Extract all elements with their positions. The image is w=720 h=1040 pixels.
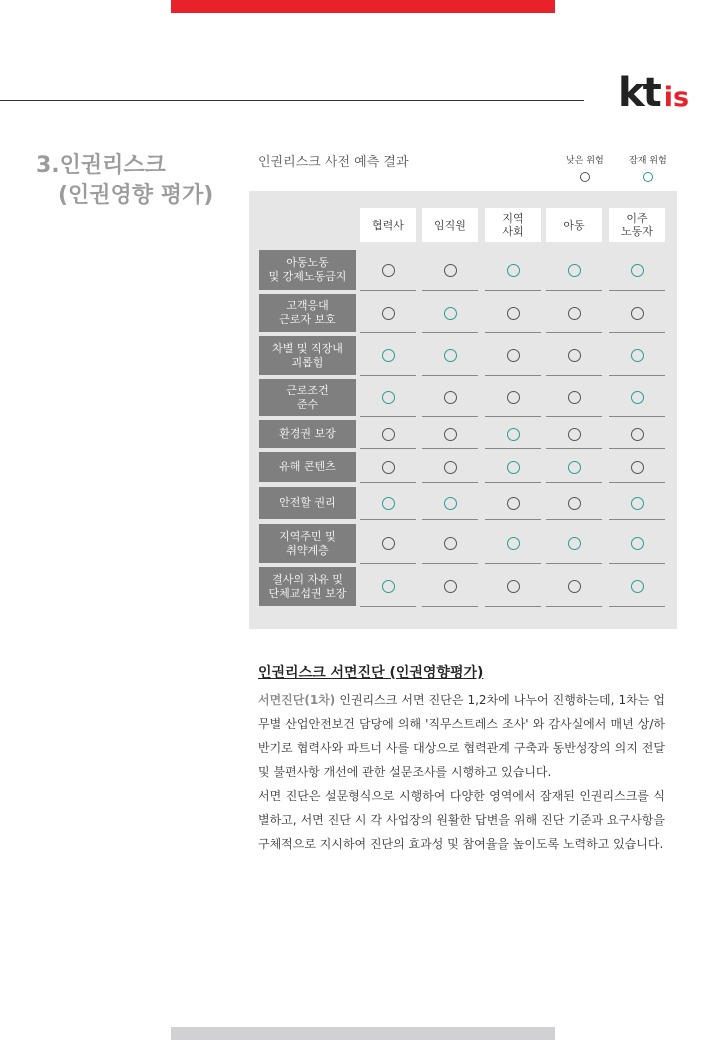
row-label: 고객응대 근로자 보호	[259, 294, 356, 332]
risk-cell	[485, 487, 541, 520]
risk-cell	[609, 420, 665, 449]
risk-cell	[422, 567, 478, 607]
risk-cell	[422, 379, 478, 417]
kt-is-logo	[618, 70, 689, 116]
low-risk-circle-icon	[568, 307, 581, 320]
potential-risk-circle-icon	[568, 537, 581, 550]
low-risk-circle-icon	[444, 391, 457, 404]
low-risk-circle-icon	[507, 391, 520, 404]
diagnosis-paragraph-1	[258, 688, 665, 784]
risk-cell	[360, 294, 416, 333]
column-header: 협력사	[360, 208, 416, 242]
row-label: 유해 콘텐츠	[259, 452, 356, 482]
potential-risk-circle-icon	[507, 537, 520, 550]
low-risk-circle-icon	[631, 428, 644, 441]
risk-cell	[360, 524, 416, 564]
risk-cell	[360, 379, 416, 417]
low-risk-circle-icon	[382, 428, 395, 441]
potential-risk-circle-icon	[631, 497, 644, 510]
risk-cell	[485, 336, 541, 376]
logo-kt-text: kt	[618, 70, 660, 116]
low-risk-circle-icon	[631, 461, 644, 474]
risk-cell	[546, 379, 602, 417]
risk-cell	[546, 487, 602, 520]
low-risk-circle-icon	[568, 428, 581, 441]
low-risk-circle-icon	[382, 461, 395, 474]
legend-low-circle-icon	[580, 172, 590, 182]
risk-cell	[485, 294, 541, 333]
header-divider	[0, 100, 584, 101]
potential-risk-circle-icon	[507, 264, 520, 277]
low-risk-circle-icon	[382, 264, 395, 277]
risk-cell	[422, 250, 478, 291]
potential-risk-circle-icon	[507, 428, 520, 441]
low-risk-circle-icon	[444, 461, 457, 474]
potential-risk-circle-icon	[568, 461, 581, 474]
risk-cell	[422, 294, 478, 333]
risk-cell	[609, 452, 665, 483]
risk-cell	[360, 250, 416, 291]
potential-risk-circle-icon	[631, 391, 644, 404]
legend-potential-label: 잠재 위험	[629, 156, 667, 166]
risk-cell	[422, 336, 478, 376]
risk-cell	[360, 487, 416, 520]
risk-table-title: 인권리스크 사전 예측 결과	[258, 155, 409, 170]
diagnosis-para1-text: 인권리스크 서면 진단은 1,2차에 나누어 진행하는데, 1차는 업무별 산업안전보건 담당에 의해 '직무스트레스 조사' 와 감사실에서 매년 상/하반기로 협력사와 파트너 사를 대상으로 협력관계 구축과 동반성장의 의지 전달 및 불편사항 개선에 관한 설문조사를 시행하고 있습니다.	[258, 693, 665, 779]
legend-low-risk	[566, 153, 604, 182]
low-risk-circle-icon	[382, 537, 395, 550]
low-risk-circle-icon	[631, 307, 644, 320]
potential-risk-circle-icon	[444, 349, 457, 362]
section-title-line1: 3.인권리스크	[36, 153, 166, 178]
risk-cell	[360, 420, 416, 449]
potential-risk-circle-icon	[382, 349, 395, 362]
risk-cell	[609, 524, 665, 564]
risk-cell	[546, 567, 602, 607]
row-label: 안전할 권리	[259, 487, 356, 519]
diagnosis-body	[258, 688, 665, 856]
diagnosis-lead: 서면진단(1차)	[258, 693, 336, 707]
potential-risk-circle-icon	[631, 349, 644, 362]
top-accent-bar	[171, 0, 555, 13]
low-risk-circle-icon	[444, 580, 457, 593]
risk-cell	[360, 336, 416, 376]
column-header: 이주 노동자	[609, 208, 665, 242]
risk-cell	[546, 524, 602, 564]
risk-cell	[422, 524, 478, 564]
row-label: 환경권 보장	[259, 420, 356, 448]
bottom-bar	[171, 1027, 555, 1040]
row-label: 근로조건 준수	[259, 379, 356, 416]
low-risk-circle-icon	[444, 537, 457, 550]
risk-cell	[609, 336, 665, 376]
risk-cell	[485, 567, 541, 607]
potential-risk-circle-icon	[631, 537, 644, 550]
low-risk-circle-icon	[568, 391, 581, 404]
risk-cell	[546, 250, 602, 291]
risk-cell	[485, 420, 541, 449]
potential-risk-circle-icon	[382, 580, 395, 593]
low-risk-circle-icon	[507, 497, 520, 510]
potential-risk-circle-icon	[631, 264, 644, 277]
potential-risk-circle-icon	[382, 497, 395, 510]
low-risk-circle-icon	[568, 349, 581, 362]
risk-cell	[546, 336, 602, 376]
section-title	[36, 151, 213, 211]
risk-cell	[546, 294, 602, 333]
risk-cell	[485, 524, 541, 564]
risk-cell	[609, 379, 665, 417]
risk-cell	[546, 452, 602, 483]
row-label: 결사의 자유 및 단체교섭권 보장	[259, 567, 356, 606]
row-label: 아동노동 및 강제노동금지	[259, 250, 356, 290]
row-label: 차별 및 직장내 괴롭힘	[259, 336, 356, 375]
column-header: 지역 사회	[485, 208, 541, 242]
low-risk-circle-icon	[382, 307, 395, 320]
low-risk-circle-icon	[568, 580, 581, 593]
diagnosis-paragraph-2: 서면 진단은 설문형식으로 시행하여 다양한 영역에서 잠재된 인권리스크를 식별하고, 서면 진단 시 각 사업장의 원활한 답변을 위해 진단 기준과 요구사항을 구체적으로 지시하여 진단의 효과성 및 참여율을 높이도록 노력하고 있습니다.	[258, 789, 665, 851]
risk-cell	[485, 379, 541, 417]
legend-potential-circle-icon	[643, 172, 653, 182]
risk-cell	[360, 567, 416, 607]
potential-risk-circle-icon	[507, 461, 520, 474]
column-header: 아동	[546, 208, 602, 242]
low-risk-circle-icon	[507, 307, 520, 320]
potential-risk-circle-icon	[568, 264, 581, 277]
logo-is-text: is	[663, 82, 690, 113]
risk-cell	[422, 487, 478, 520]
risk-cell	[422, 452, 478, 483]
low-risk-circle-icon	[507, 349, 520, 362]
potential-risk-circle-icon	[382, 391, 395, 404]
section-title-line2: (인권영향 평가)	[58, 183, 214, 208]
potential-risk-circle-icon	[444, 497, 457, 510]
risk-cell	[422, 420, 478, 449]
risk-cell	[609, 567, 665, 607]
potential-risk-circle-icon	[631, 580, 644, 593]
risk-cell	[609, 294, 665, 333]
low-risk-circle-icon	[568, 497, 581, 510]
legend-low-label: 낮은 위험	[566, 156, 604, 166]
low-risk-circle-icon	[444, 428, 457, 441]
legend-potential-risk	[629, 153, 667, 182]
low-risk-circle-icon	[444, 264, 457, 277]
diagnosis-title: 인권리스크 서면진단 (인권영향평가)	[258, 665, 484, 681]
risk-cell	[609, 487, 665, 520]
risk-cell	[609, 250, 665, 291]
potential-risk-circle-icon	[444, 307, 457, 320]
risk-cell	[485, 250, 541, 291]
risk-cell	[360, 452, 416, 483]
row-label: 지역주민 및 취약계층	[259, 524, 356, 563]
column-header: 임직원	[422, 208, 478, 242]
low-risk-circle-icon	[507, 580, 520, 593]
risk-cell	[485, 452, 541, 483]
risk-cell	[546, 420, 602, 449]
